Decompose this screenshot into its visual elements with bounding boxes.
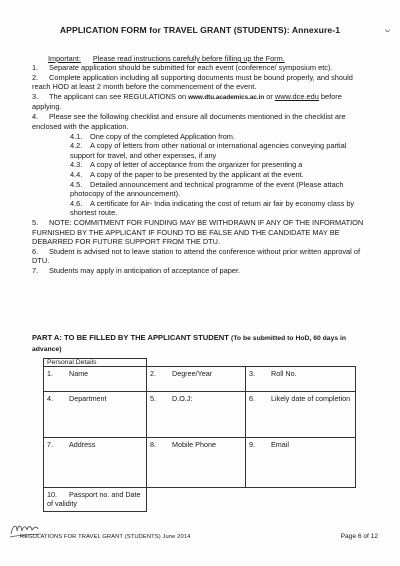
subitem-text: A copy of letter of acceptance from the organizer for presenting a [90, 160, 303, 170]
instruction-item [32, 92, 370, 112]
checklist-item [32, 141, 370, 160]
field-label: Mobile Phone [172, 440, 216, 449]
instruction-item [32, 63, 370, 73]
item-text: Complete application including all supporting documents must be bound properly, and should reach HOD at least 2 month before the commencement of the event. [32, 72, 353, 92]
item-number: 4. [32, 111, 39, 121]
important-text: Please read instructions carefully before filling up the Form. [92, 54, 285, 63]
field-number: 4. [47, 394, 53, 403]
subitem-text: A copy of the paper to be presented by the applicant at the event. [90, 170, 304, 180]
item-number: 5. [32, 218, 39, 227]
subitem-number: 4.4. [70, 170, 83, 180]
personal-details-table [43, 358, 356, 512]
mobile-phone-field[interactable] [147, 438, 246, 488]
field-number: 6. [249, 394, 255, 403]
email-field[interactable] [246, 438, 356, 488]
name-field[interactable] [44, 367, 147, 392]
instruction-item [32, 218, 370, 247]
part-a-title: PART A: TO BE FILLED BY THE APPLICANT STUDENT [32, 333, 229, 342]
department-field[interactable] [44, 392, 147, 438]
subitem-text: A copy of letters from other national or international agencies conveying partial support for travel, and other expenses, if any [70, 141, 347, 160]
subitem-number: 4.5. [70, 179, 83, 189]
item-text: NOTE: COMMITMENT FOR FUNDING MAY BE WITHDRAWN IF ANY OF THE INFORMATION FURNISHED BY THE APPLICANT IF FOUND TO BE FALSE AND THE CANDIDATE MAY BE DEBARRED FOR FUTURE SUPPORT FROM THE DTU. [32, 218, 364, 247]
item-number: 6. [32, 246, 39, 256]
instruction-item [32, 73, 370, 92]
regulations-link-dce[interactable]: www.dce.edu [274, 91, 319, 101]
item-number: 2. [32, 72, 39, 82]
corner-tick-mark: ᴗ [384, 24, 390, 34]
checklist-item [32, 132, 370, 142]
instruction-item [32, 266, 370, 276]
field-number: 2. [150, 369, 156, 378]
field-number: 10. [47, 490, 57, 499]
field-label: Roll No. [271, 369, 297, 378]
subitem-text: One copy of the completed Application from. [90, 131, 236, 141]
important-note [48, 54, 297, 63]
subitem-number: 4.3. [70, 160, 83, 170]
doj-field[interactable] [147, 392, 246, 438]
footer-regulations-text: REGULATIONS FOR TRAVEL GRANT (STUDENTS) June 2014 [20, 534, 191, 540]
item-text: Separate application should be submitted for each event (conference/ symposium etc). [49, 63, 333, 72]
checklist-item [32, 160, 370, 170]
part-a-heading [32, 333, 370, 355]
item-number: 1. [32, 63, 39, 72]
item-text: or [264, 91, 275, 101]
roll-no-field[interactable] [246, 367, 356, 392]
subitem-number: 4.2. [70, 141, 83, 151]
item-text: before applying. [32, 91, 342, 112]
instruction-item [32, 112, 370, 131]
instruction-item [32, 247, 370, 266]
field-number: 5. [150, 394, 156, 403]
field-label: Likely date of completion [271, 394, 351, 403]
subitem-text: Detailed announcement and technical programme of the event (Please attach photocopy of the announcement). [70, 179, 344, 199]
field-number: 1. [47, 369, 53, 378]
subitem-number: 4.1. [70, 131, 83, 141]
field-label: Name [69, 369, 89, 378]
part-a-note: (To be submitted to HoD, 60 days in advance) [32, 335, 347, 353]
item-text: Please see the following checklist and ensure all documents mentioned in the checklist are enclosed with the application. [32, 111, 346, 131]
item-number: 3. [32, 91, 39, 101]
item-text: Students may apply in anticipation of acceptance of paper. [49, 265, 241, 275]
field-label: Email [271, 440, 289, 449]
item-text: The applicant can see REGULATIONS on [49, 91, 189, 101]
field-number: 8. [150, 440, 156, 449]
checklist-item [32, 180, 370, 199]
subitem-text: A certificate for Air- India indicating the cost of return air fair by economy class by shortest route. [70, 198, 355, 218]
degree-year-field[interactable] [147, 367, 246, 392]
page-number: Page 6 of 12 [340, 533, 378, 540]
field-label: D.O.J: [172, 394, 193, 403]
instructions-body [32, 63, 370, 276]
field-label: Passport no. and Date of validity [47, 490, 141, 508]
field-number: 3. [249, 369, 255, 378]
regulations-link-dtu[interactable]: www.dtu.academics.ac.in [188, 93, 265, 101]
item-text: Student is advised not to leave station to attend the conference without prior written approval of DTU. [32, 246, 361, 266]
important-label: Important: [48, 54, 81, 63]
field-label: Department [69, 394, 107, 403]
section-header: Personal Details [44, 359, 147, 367]
form-title: APPLICATION FORM for TRAVEL GRANT (STUDENTS): Annexure-1 [59, 25, 341, 35]
field-number: 7. [47, 440, 53, 449]
field-number: 9. [249, 440, 255, 449]
checklist-item [32, 170, 370, 180]
field-label: Degree/Year [172, 369, 213, 378]
item-number: 7. [32, 265, 39, 275]
field-label: Address [69, 440, 96, 449]
passport-field[interactable] [44, 488, 147, 512]
checklist-item [32, 199, 370, 218]
subitem-number: 4.6. [70, 198, 83, 208]
completion-date-field[interactable] [246, 392, 356, 438]
address-field[interactable] [44, 438, 147, 488]
